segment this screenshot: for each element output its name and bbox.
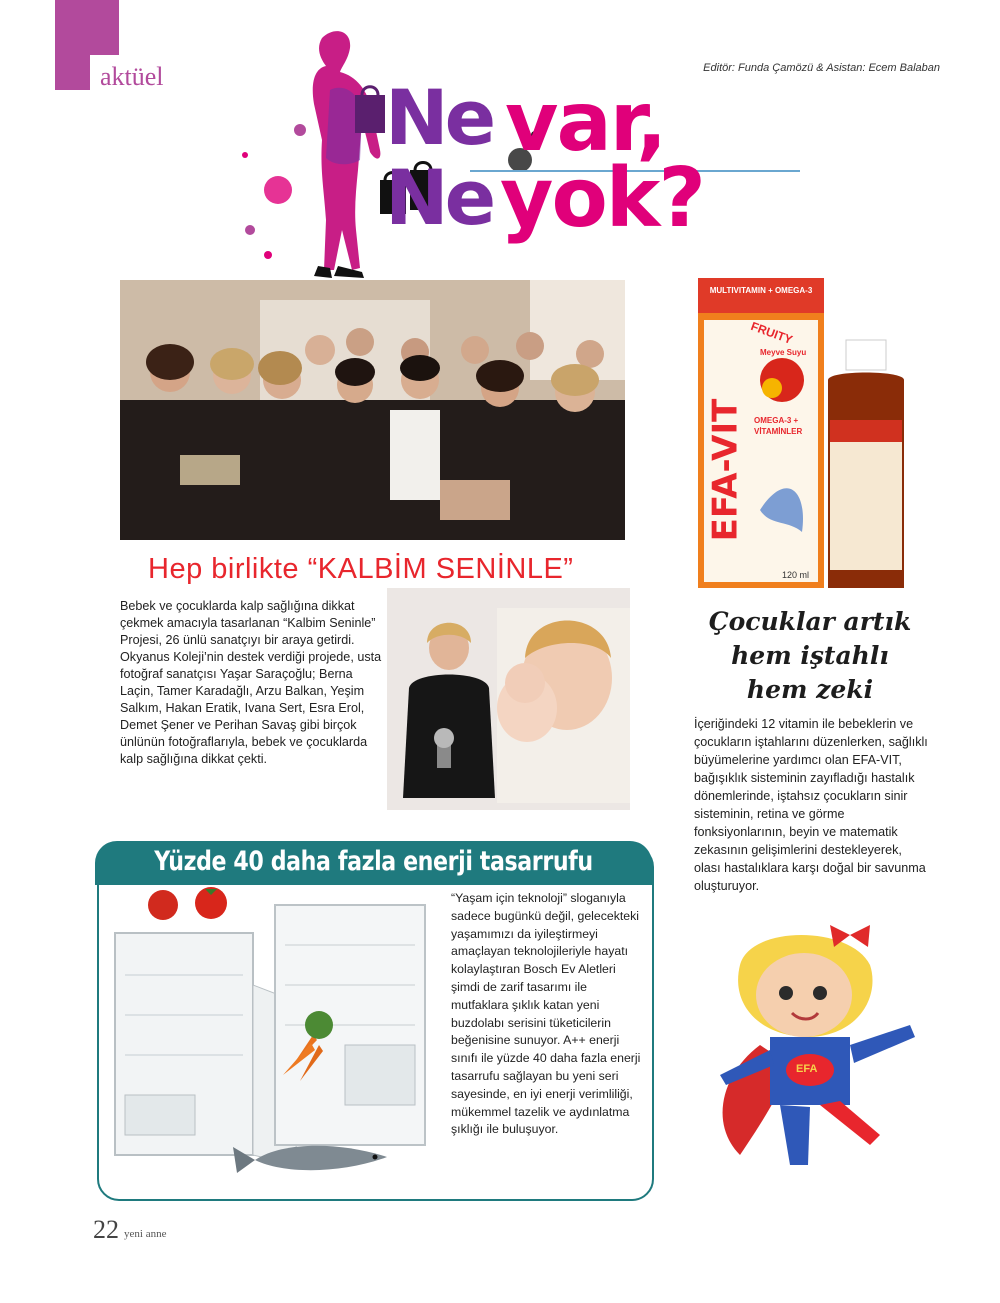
- kalbim-photo: [387, 588, 630, 810]
- efa-heading-line1: Çocuklar artık: [708, 607, 912, 636]
- masthead-yok: yok?: [500, 151, 704, 246]
- energy-heading: Yüzde 40 daha fazla enerji tasarrufu: [154, 846, 593, 877]
- masthead-ne-top: Ne: [385, 73, 493, 162]
- masthead-var: var,: [505, 75, 666, 170]
- efa-heading-line3: hem zeki: [746, 675, 874, 704]
- event-group-photo: [120, 280, 625, 540]
- masthead-ne-bottom: Ne: [385, 153, 493, 242]
- efa-meyve-label: Meyve Suyu: [760, 348, 807, 357]
- fridge-illustration: [105, 885, 445, 1190]
- efa-body: İçeriğindeki 12 vitamin ile bebeklerin ve çocukların iştahlarını düzenlerken, sağlıklı büyümelerine yardımcı olan EFA-VIT, bağışıklık sisteminin zayıfladığı hastalık dönemlerinde, iştahsız çocukların sinir sisteminin, retina ve görme fonksiyonlarının, beyin ve matematik zekasının gelişimlerini destekleyerek, olası hastalıklara karşı doğal bir savunma oluşturuyor.: [694, 717, 928, 893]
- efa-volume-label: 120 ml: [782, 570, 810, 580]
- efa-brand-label: EFA-VIT: [705, 398, 746, 542]
- kalbim-photo-scene: [387, 588, 630, 810]
- page-number: 22: [93, 1215, 119, 1244]
- section-label: aktüel: [100, 62, 164, 91]
- kalbim-body: Bebek ve çocuklarda kalp sağlığına dikkat çekmek amacıyla tasarlanan “Kalbim Seninle” Projesi, 26 ünlü sanatçıyı bir araya getirdi. Okyanus Koleji’nin destek verdiği projede, usta fotoğraf sanatçısı Yaşar Saraçoğlu; Berna Laçin, Tamer Karadağlı, Arzu Balkan, Yeşim Salkım, Hakan Eratik, Ivana Sert, Esra Erol, Demet Şener ve Perihan Savaş gibi birçok ünlünün fotoğraflarıyla, bebek ve çocuklarda kalp sağlığına dikkat çekti.: [120, 599, 382, 766]
- efa-heading-line2: hem iştahlı: [731, 641, 889, 670]
- efa-mascot-art: [700, 925, 935, 1185]
- efa-heading: [690, 605, 930, 707]
- efa-omega-label: OMEGA-3 + VİTAMİNLER: [754, 416, 803, 436]
- editor-credit: Editör: Funda Çamözü & Asistan: Ecem Balaban: [703, 62, 940, 74]
- energy-body: “Yaşam için teknoloji” sloganıyla sadece bugünkü değil, gelecekteki yaşamımızı da iyileştirmeyi amaçlayan teknolojileriyle hayatı kolaylaştıran Bosch Ev Aletleri şimdi de zarif tasarımı ile mutfaklara şıklık katan yeni buzdolabı serisini tüketicilerin beğenisine sunuyor. A++ enerji sınıfı ile yüzde 40 daha fazla enerji tasarrufu sağlayan bu yeni seri sayesinde, en iyi enerji verimliliği, mükemmel tazelik ve aydınlatma şıklığı ile buluşuyor.: [451, 891, 641, 1137]
- event-photo-scene: [120, 280, 625, 540]
- efa-mascot-badge: EFA: [796, 1063, 818, 1075]
- kalbim-heading: Hep birlikte “KALBİM SENİNLE”: [148, 553, 574, 585]
- efa-fruity-label: FRUITY: [748, 319, 795, 347]
- magazine-name: yeni anne: [124, 1228, 167, 1240]
- efa-product-image: [690, 270, 930, 600]
- efa-box-top-label: MULTIVITAMIN + OMEGA-3: [709, 286, 813, 295]
- efa-mascot: [700, 925, 935, 1185]
